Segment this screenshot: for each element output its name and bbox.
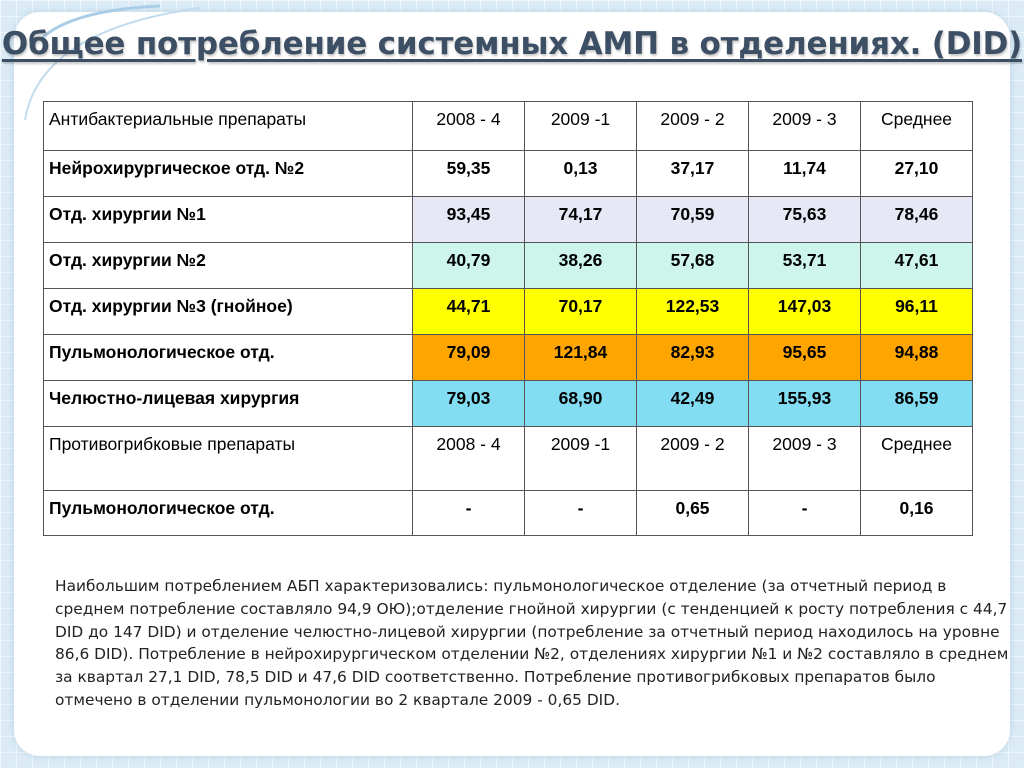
value-cell: 59,35	[413, 151, 525, 197]
value-cell: 86,59	[861, 381, 973, 427]
value-cell: 121,84	[525, 335, 637, 381]
amp-consumption-table	[43, 101, 973, 536]
value-cell: 70,17	[525, 289, 637, 335]
value-cell: 70,59	[637, 197, 749, 243]
department-name-cell: Отд. хирургии №2	[44, 243, 413, 289]
department-name-cell: Отд. хирургии №1	[44, 197, 413, 243]
value-cell: 94,88	[861, 335, 973, 381]
column-header-drug-group: Антибактериальные препараты	[44, 102, 413, 151]
department-name-cell: Нейрохирургическое отд. №2	[44, 151, 413, 197]
value-cell: 0,65	[637, 491, 749, 536]
column-header-period: 2009 - 3	[749, 102, 861, 151]
value-cell: 37,17	[637, 151, 749, 197]
value-cell: -	[525, 491, 637, 536]
value-cell: 47,61	[861, 243, 973, 289]
value-cell: 96,11	[861, 289, 973, 335]
value-cell: 68,90	[525, 381, 637, 427]
column-header-period: 2008 - 4	[413, 427, 525, 491]
column-header-period: 2009 - 2	[637, 102, 749, 151]
table-row	[44, 335, 973, 381]
table-row	[44, 197, 973, 243]
column-header-period: 2009 -1	[525, 102, 637, 151]
value-cell: 155,93	[749, 381, 861, 427]
value-cell: 75,63	[749, 197, 861, 243]
column-header-period: 2008 - 4	[413, 102, 525, 151]
value-cell: 78,46	[861, 197, 973, 243]
table-header-row	[44, 427, 973, 491]
column-header-period: 2009 -1	[525, 427, 637, 491]
department-name-cell: Пульмонологическое отд.	[44, 335, 413, 381]
column-header-period: Среднее	[861, 102, 973, 151]
value-cell: 79,09	[413, 335, 525, 381]
value-cell: 74,17	[525, 197, 637, 243]
column-header-drug-group: Противогрибковые препараты	[44, 427, 413, 491]
table-row	[44, 289, 973, 335]
value-cell: 93,45	[413, 197, 525, 243]
slide-title: Общее потребление системных АМП в отделениях. (DID)	[1, 26, 1023, 62]
value-cell: 79,03	[413, 381, 525, 427]
value-cell: -	[413, 491, 525, 536]
value-cell: 122,53	[637, 289, 749, 335]
department-name-cell: Челюстно-лицевая хирургия	[44, 381, 413, 427]
department-name-cell: Отд. хирургии №3 (гнойное)	[44, 289, 413, 335]
table-row	[44, 381, 973, 427]
table-header-row	[44, 102, 973, 151]
value-cell: 57,68	[637, 243, 749, 289]
column-header-period: 2009 - 2	[637, 427, 749, 491]
column-header-period: 2009 - 3	[749, 427, 861, 491]
value-cell: 82,93	[637, 335, 749, 381]
department-name-cell: Пульмонологическое отд.	[44, 491, 413, 536]
value-cell: 40,79	[413, 243, 525, 289]
column-header-period: Среднее	[861, 427, 973, 491]
value-cell: 0,16	[861, 491, 973, 536]
value-cell: 95,65	[749, 335, 861, 381]
table-row	[44, 151, 973, 197]
value-cell: 42,49	[637, 381, 749, 427]
value-cell: 38,26	[525, 243, 637, 289]
table-row	[44, 243, 973, 289]
value-cell: 0,13	[525, 151, 637, 197]
value-cell: 27,10	[861, 151, 973, 197]
value-cell: -	[749, 491, 861, 536]
table-row	[44, 491, 973, 536]
value-cell: 147,03	[749, 289, 861, 335]
value-cell: 11,74	[749, 151, 861, 197]
summary-text: Наибольшим потреблением АБП характеризовались: пульмонологическое отделение (за отчетный период в среднем потребление составляло 94,9 ОЮ);отделение гнойной хирургии (с тенденцией к росту потребления с 44,7 DID до 147 DID) и отделение челюстно-лицевой хирургии (потребление за отчетный период находилось на уровне 86,6 DID). Потребление в нейрохирургическом отделении №2, отделениях хирургии №1 и №2 составляло в среднем за квартал 27,1 DID, 78,5 DID и 47,6 DID соответственно. Потребление противогрибковых препаратов было отмечено в отделении пульмонологии во 2 квартале 2009 - 0,65 DID.	[55, 577, 1009, 709]
value-cell: 44,71	[413, 289, 525, 335]
value-cell: 53,71	[749, 243, 861, 289]
